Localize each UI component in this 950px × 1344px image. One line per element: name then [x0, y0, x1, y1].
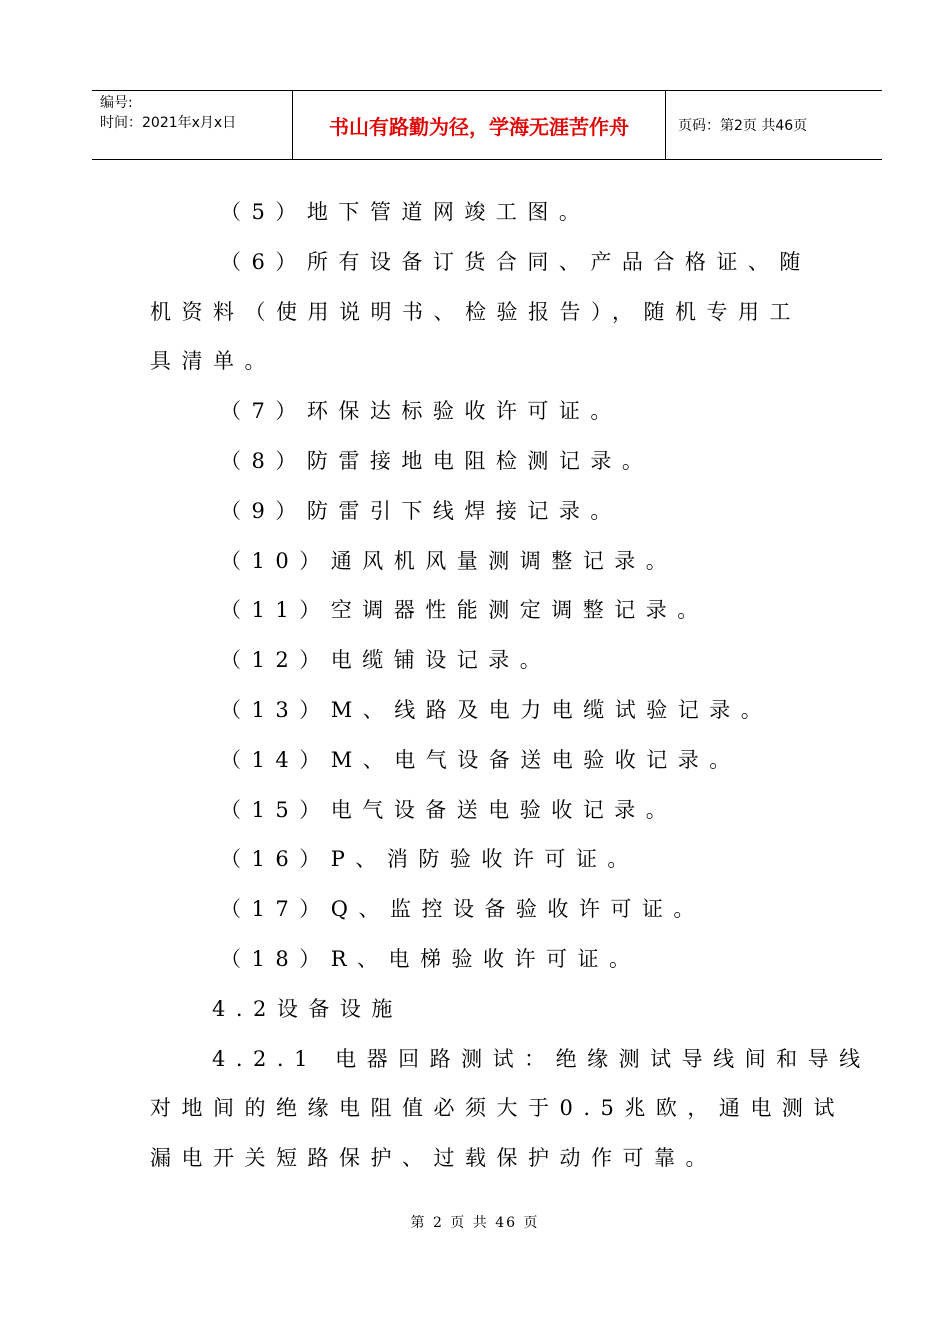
paragraph-line: 4.2.1 电器回路测试：绝缘测试导线间和导线: [212, 1046, 871, 1071]
page-footer: 第 2 页 共 46 页: [410, 1215, 540, 1231]
list-item: （14）M、电气设备送电验收记录。: [220, 747, 741, 772]
list-item: （12）电缆铺设记录。: [220, 648, 552, 673]
document-header: [92, 90, 882, 160]
motto: 书山有路勤为径，学海无涯苦作舟: [293, 91, 666, 159]
list-item-continuation: 机资料（使用说明书、检验报告），随机专用工: [150, 299, 801, 324]
list-item: （11）空调器性能测定调整记录。: [220, 598, 709, 623]
list-item: （13）M、线路及电力电缆试验记录。: [220, 697, 773, 722]
list-item: （10）通风机风量测调整记录。: [220, 548, 678, 573]
list-item: （6）所有设备订货合同、产品合格证、随: [220, 249, 811, 274]
list-item: （17）Q、监控设备验收许可证。: [220, 897, 705, 922]
number-label: 编号:: [100, 95, 133, 111]
list-item: （8）防雷接地电阻检测记录。: [220, 448, 654, 473]
list-item: （9）防雷引下线焊接记录。: [220, 498, 622, 523]
list-item: （16）P、消防验收许可证。: [220, 847, 639, 872]
paragraph-line: 漏电开关短路保护、过载保护动作可靠。: [150, 1146, 717, 1171]
list-item: （5）地下管道网竣工图。: [220, 200, 591, 224]
section-heading: 4.2设备设施: [212, 996, 403, 1021]
page-code: 页码：第2页 共46页: [678, 118, 808, 134]
header-meta: [92, 91, 293, 159]
list-item: （15）电气设备送电验收记录。: [220, 797, 678, 822]
list-item-continuation: 具清单。: [150, 349, 276, 374]
paragraph-line: 对地间的绝缘电阻值必须大于0.5兆欧，通电测试: [150, 1096, 845, 1121]
time-label: 时间：2021年x月x日: [100, 115, 237, 131]
list-item: （7）环保达标验收许可证。: [220, 399, 622, 424]
document-body: [150, 188, 871, 1184]
list-item: （18）R、电梯验收许可证。: [220, 946, 641, 971]
